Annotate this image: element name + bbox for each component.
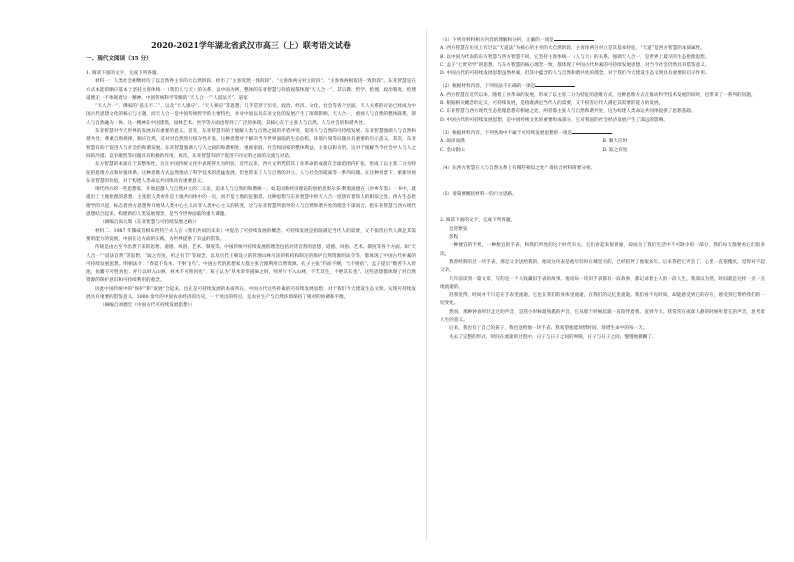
passage-2-intro: 2. 阅读下面的文字，完成下列各题。 <box>440 218 516 224</box>
option: D. 中国古代的可持续发展思想虽然朴素，但其中蕴含的人与自然和谐共处的理念，对于我们今天建设生态文明具有重要的启示作用。 <box>440 71 710 77</box>
material-1-source: （摘编自尚元瑞《东亚智慧与可持续发展之路》） <box>100 220 200 226</box>
story-paragraph: 但我觉得，时间并不只是在手表里流逝，它也在我们的身体里流逝，在我们的记忆里流逝。我们看不见时间，却能感受到它的存在，感受到它带给我们的一切变化。 <box>440 293 765 307</box>
question-5-stem: （5）请简要概括材料一的行文思路。 <box>440 192 517 198</box>
story-paragraph: 几年前读到一篇文章，写的是一个人收藏旧手表的故事。他说每一块旧手表都有一段故事，都记录着主人的一段人生。我深以为然，时间就是这样一点一点地流逝的。 <box>440 276 765 290</box>
story-paragraph: 失去了完整的形式，时间在流逝的过程中，日子与日子之间的界限，日子与日子之间，慢慢地模糊了。 <box>449 334 657 340</box>
section-heading: 一、现代文阅读（35 分） <box>86 56 152 62</box>
questions-block <box>440 36 765 342</box>
material-1-paragraph: 现代西方的一些思想家，开始超越人与自然对立的二元论，追求人与自然的和谐统一。如美国新经济理论的创始者奥尔多·利奥波德在《沙乡年鉴》一书中，就提出了土地伦理的思想，主张把人类看作是土地共同体中的一员，而不是土地的征服者。这种思想与东亚智慧中的天人合一思想有着惊人的相似之处。西方生态伦理学的兴起，标志着西方思想界开始从人类中心主义向非人类中心主义的转变，这与东亚智慧所倡导的人与自然和谐共处的理念不谋而合。把东亚智慧与西方现代思想结合起来，构建新的人类发展理念，是当今世界面临的重大课题。 <box>86 187 416 218</box>
answer-blank[interactable] <box>554 36 594 41</box>
material-2-paragraph: 因此中国传统中的“保护”和“发展”合起来，也正是可持续发展的本质所在。中国古代这些朴素的可持续发展思想，对于我们今天建设生态文明、实现可持续发展具有重要的借鉴意义。3000 余年的中国农业经济的历史，一个突出的特点，是农业生产与自然环境保持了相对的协调和平衡。 <box>86 286 416 301</box>
material-1-paragraph: 东亚智慧对今天世界的发展具有重要的意义。首先，东亚智慧有助于缓解人类与自然之间的矛盾冲突，促进人与自然的可持续发展。东亚智慧强调人与自然和谐共处，尊重自然规律，顺应自然，反对对自然进行掠夺性开发。这种思想对于解决当今世界面临的生态危机、环境污染等问题具有重要的启示意义。其次，东亚智慧有助于促进人与社会的和谐发展。东亚智慧强调人与人之间的和谐相处，重视家庭、社会和国家的整体利益，主张以和为贵。这对于缓解当今社会中人与人之间的冷漠、竞争激烈等问题具有积极的作用。再次，东亚智慧有助于促进不同文明之间的交流与对话。 <box>86 129 416 159</box>
option: D. 中国古代的可持续发展思想，是中国传统文化的重要组成部分，它对我国的社会经济发展产生了深远的影响。 <box>440 117 668 123</box>
option: C. 孟子“七贤劝学”的思想，与东方智慧的核心理念一致，都体现了中国古代朴素的可持续发展思想，对当今社会仍然具有借鉴意义。 <box>440 62 710 68</box>
left-column <box>86 0 416 562</box>
material-1-paragraph: “天人合一”，佛家的“依正不二”，以及“天人感应”、“天人相应”等思想；几乎贯穿于历史、政治、经济、文化、社会等各个层面，天人关系的讨论已经成为中国古代思想文化的核心与主题，而天人合一是中国传统哲学的主要特色，并对中国以及东亚文化的发展产生了深刻影响。天人合一，重视人与自然的整体联系，即人与自然融为一体。这一精神在中国建筑、园林艺术、医学等方面也得到了广泛的体现。其核心在于主张人与自然、人与社会的和谐共处。 <box>86 104 416 126</box>
right-column <box>440 0 765 562</box>
question-3-stem: （3）根据材料内容，下列各项中不属于可持续发展思想的一项是 <box>440 129 765 138</box>
column-divider <box>426 30 427 540</box>
option: A. 西方智慧在近代以来，随着工业革命的发展，形成了以主客二分为特征的思维方式，这种思维方式在推动科学技术发展的同时，也带来了一系列的问题。 <box>440 92 756 98</box>
option: C. 金山银山 <box>440 147 465 153</box>
passage-intro: 1. 阅读下面的文字，完成下列各题。 <box>86 71 162 76</box>
answer-blank[interactable] <box>572 129 612 134</box>
reading-passage-1 <box>86 70 416 311</box>
story-author: 彭程 <box>449 235 459 241</box>
material-1-paragraph: 东方智慧的本质在于其整体性，这在中国传统文化中表现得尤为明显。近代以来，西方文明凭借其工业革命的成就在全球范围内扩张，形成了以主客二分为特征的思维方式和价值体系。这种思维方式虽然推动了科学技术的迅猛发展，但也带来了人与自然的对立、人与社会的疏离等一系列问题。在这种背景下，重新审视东亚智慧的价值，对于构建人类命运共同体具有重要意义。 <box>86 162 416 184</box>
option-row <box>440 147 765 155</box>
material-1-paragraph: 材料一：人类社会相继经历了以自然界主宰的大自然阶段，经历了“主客浑然一体阶段”、“主客体两分对立阶段”、“主客体两相促进一致阶段”。东亚智慧是在方式本能的顺应基本上坚持主客体统一（我们人与天）的关系，以中国为例，整体的东亚智慧与价值观都体现“天人合一”，其宗教、哲学、伦理、政治制度、伦理道德无一不体现着这一精神。中国传统科学等级的“天人合一”“人道法天”，道家 <box>86 79 416 101</box>
material-2-paragraph: 传统是由古至今沿袭下来的思想、道德、风俗、艺术、制度等。中国传统可持续发展的理念包括对待自然的思想、道德、风俗、艺术、制度等各个方面。如“天人合一”“道法自然”等思想，“取之有度，用之有节”等观念，以及历代王朝设立的管理山林川泽的机构和制定的保护自然资源的法令等，都体现了中国古代朴素的可持续发展思想。明朝法令：“春夏不伐木，不射飞鸟”。中国古代的思想家大都主张合理利用自然资源。孔子主张“钓而不纲，弋不射宿”，孟子提出“数罟不入洿池，鱼鳖不可胜食也；斧斤以时入山林，材木不可胜用也”，荀子认为“草木荣华滋硕之时，则斧斤不入山林，不夭其生，不绝其长也”。这些思想都体现了对自然资源的保护意识和可持续利用的观念。 <box>86 245 416 284</box>
option: C. 东亚智慧与西方现代生态伦理思想有相通之处，两者都主张人与自然和谐共处，这为构建人类命运共同体提供了思想基础。 <box>440 109 696 115</box>
story-paragraph: 然而，那种钟表时针走过的声音，是我小时候最熟悉的声音，它从那个时候起就一直陪伴着我，直到今天。我常常在夜深人静的时候听着它的声音，思考着人生的意义。 <box>440 309 765 324</box>
material-2-source: （摘编自刘德宏《中国古代可持续发展思想》） <box>100 303 195 309</box>
option-row <box>440 138 765 146</box>
option: B. 顺天应时 <box>602 139 628 145</box>
option: A. 西方智慧在历史上有过以“天道法”为核心的主宰的大自然阶段，主客体两分对立是其基本特征，“天道”是西方智慧的本质属性。 <box>440 46 705 52</box>
material-2-paragraph: 材料二：1987 年挪威首相布伦特兰夫人在《我们共同的未来》中提出了可持续发展的概念。可持续发展是指既满足当代人的需要，又不损害后代人满足其需要的能力的发展。中国在这方面的实践，为世界提供了有益的借鉴。 <box>86 228 416 242</box>
option: A. 竭泽而渔 <box>440 139 465 145</box>
story-paragraph: 后来，我也有了自己的孩子，我也送给他一块手表。我希望他能珍惜时间，珍惜生命中的每一天。 <box>449 326 648 332</box>
story-paragraph: 一种便宜的手机，一种便宜的手表，和我们所处的这个时代有关。它们看起来很普通，却成为了我们生活中不可缺少的一部分，我们每天都要看它们很多次。 <box>440 243 765 257</box>
story-title: 急管繁弦 <box>449 226 468 232</box>
question-1-stem: （1）下列对材料相关内容的理解和分析，正确的一项是 <box>440 36 765 45</box>
option: B. 以中国为代表的东方智慧与西方智慧不同，它坚持主客体统一（人与天）的关系，强调天人合一，是世界上最早的生态伦理思想。 <box>440 54 710 60</box>
story-paragraph: 我曾经拥有过一块手表，那是父亲送给我的，他说这块表是他年轻时在城里买的，已经陪伴了他很多年。后来我把它弄丢了，心里一直很愧疚，觉得对不起父亲。 <box>440 259 765 274</box>
answer-blank[interactable] <box>535 82 575 87</box>
option: B. 根据相关概念的定义，可持续发展，是指既满足当代人的需要，又不损害后代人满足其需要的能力的发展。 <box>440 101 664 107</box>
question-4-stem: （4）东西方智慧在人与自然关系上有哪些相似之处？请结合材料简要分析。 <box>440 165 596 171</box>
option: D. 取之有度 <box>602 147 628 153</box>
question-2-stem: （2）根据材料内容，下列说法不正确的一项是 <box>440 82 765 91</box>
exam-title: 2020-2021学年湖北省武汉市高三（上）联考语文试卷 <box>151 40 351 50</box>
